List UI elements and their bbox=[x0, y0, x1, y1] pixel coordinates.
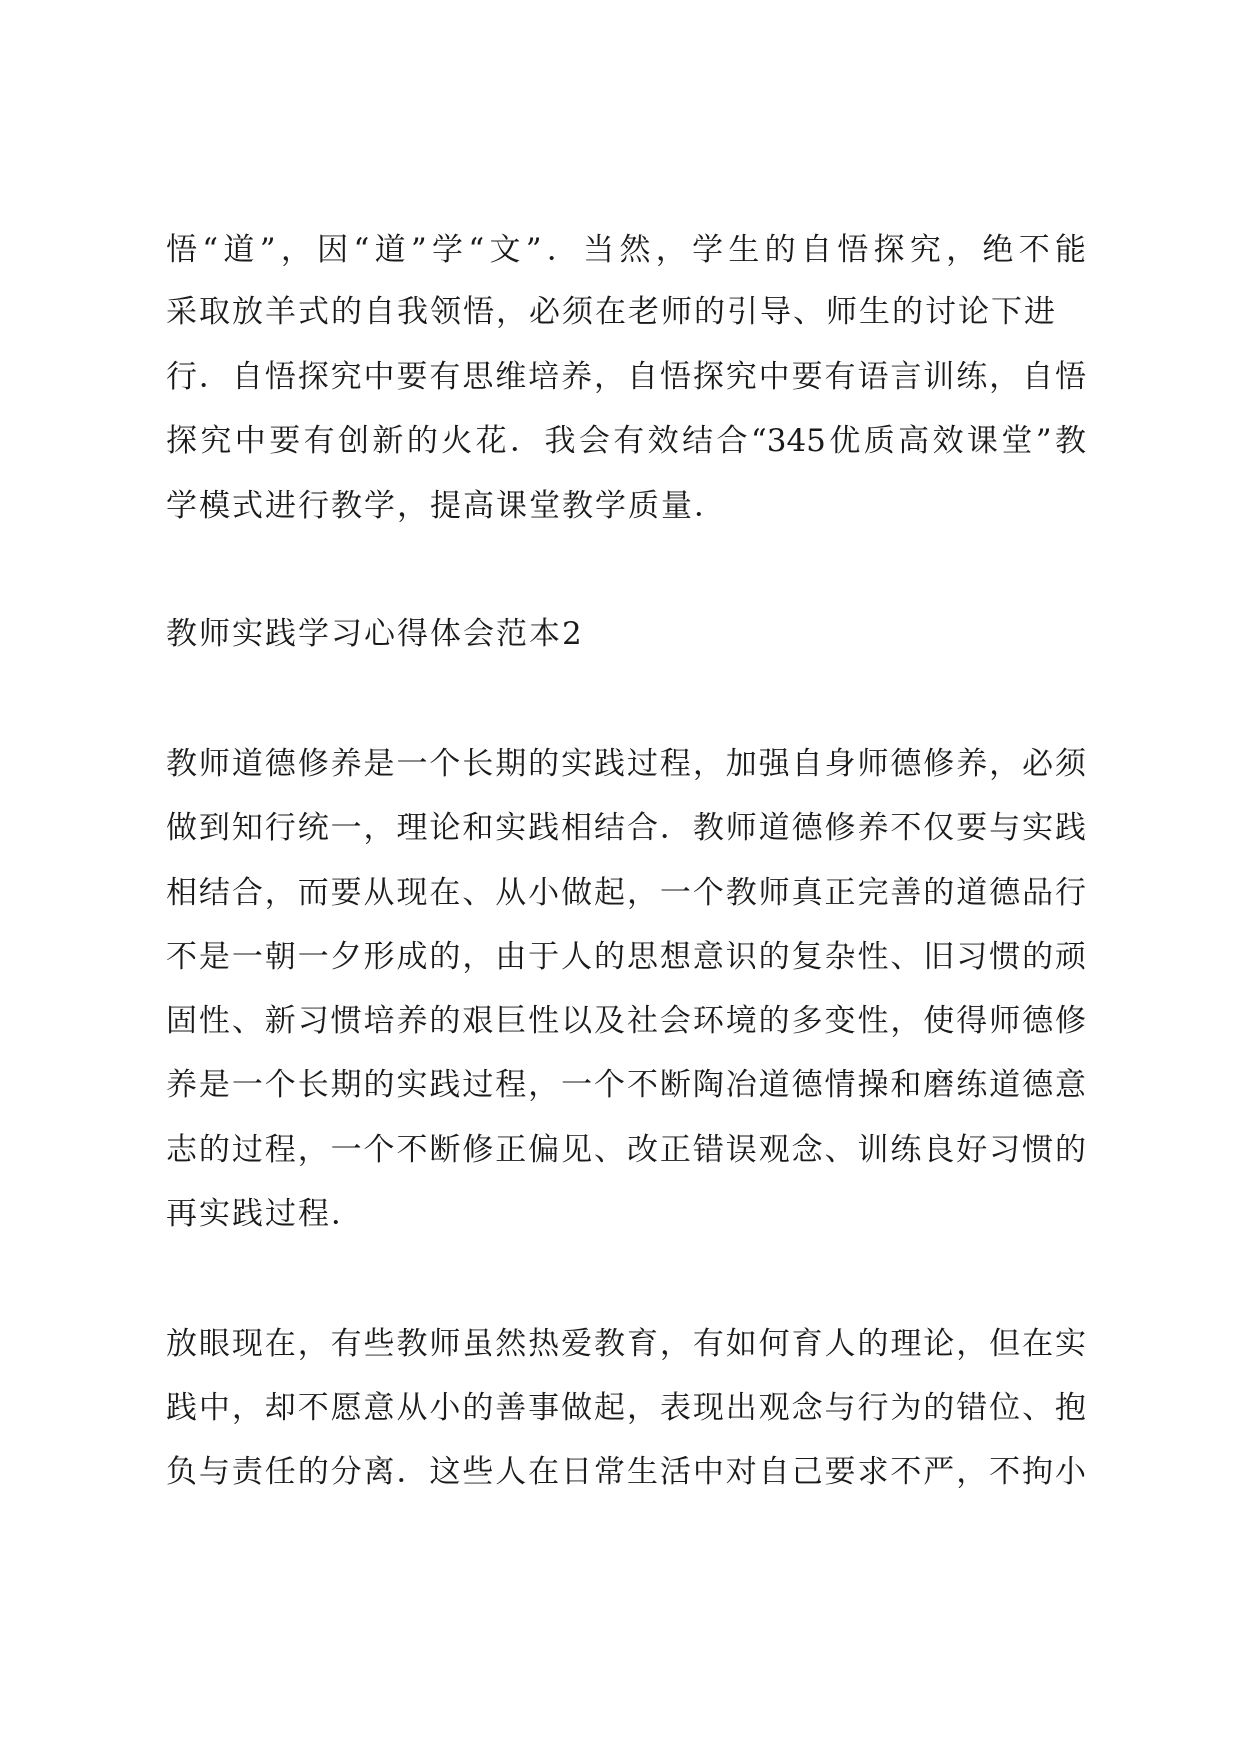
paragraph-3-line-3: 负与责任的分离．这些人在日常生活中对自己要求不严，不拘小 bbox=[166, 1454, 1086, 1490]
paragraph-2-line-6: 养是一个长期的实践过程，一个不断陶冶道德情操和磨练道德意 bbox=[166, 1067, 1086, 1103]
paragraph-2-line-8: 再实践过程． bbox=[166, 1196, 364, 1232]
paragraph-2-line-1: 教师道德修养是一个长期的实践过程，加强自身师德修养，必须 bbox=[166, 746, 1086, 782]
paragraph-1-line-4: 探究中要有创新的火花．我会有效结合“345优质高效课堂”教 bbox=[166, 423, 1086, 459]
paragraph-2-line-3: 相结合，而要从现在、从小做起，一个教师真正完善的道德品行 bbox=[166, 875, 1086, 911]
section-heading: 教师实践学习心得体会范本2 bbox=[166, 616, 584, 652]
paragraph-1-line-2: 采取放羊式的自我领悟，必须在老师的引导、师生的讨论下进 bbox=[166, 294, 1057, 330]
paragraph-1-line-1: 悟“道”，因“道”学“文”．当然，学生的自悟探究，绝不能 bbox=[166, 232, 1086, 268]
paragraph-2-line-4: 不是一朝一夕形成的，由于人的思想意识的复杂性、旧习惯的顽 bbox=[166, 939, 1086, 975]
paragraph-1-line-5: 学模式进行教学，提高课堂教学质量． bbox=[166, 488, 727, 524]
paragraph-2-line-5: 固性、新习惯培养的艰巨性以及社会环境的多变性，使得师德修 bbox=[166, 1003, 1086, 1039]
paragraph-2-line-7: 志的过程，一个不断修正偏见、改正错误观念、训练良好习惯的 bbox=[166, 1132, 1086, 1168]
paragraph-3-line-2: 践中，却不愿意从小的善事做起，表现出观念与行为的错位、抱 bbox=[166, 1390, 1086, 1426]
paragraph-1-line-3: 行．自悟探究中要有思维培养，自悟探究中要有语言训练，自悟 bbox=[166, 359, 1086, 395]
paragraph-2-line-2: 做到知行统一，理论和实践相结合．教师道德修养不仅要与实践 bbox=[166, 810, 1086, 846]
paragraph-3-line-1: 放眼现在，有些教师虽然热爱教育，有如何育人的理论，但在实 bbox=[166, 1326, 1086, 1362]
